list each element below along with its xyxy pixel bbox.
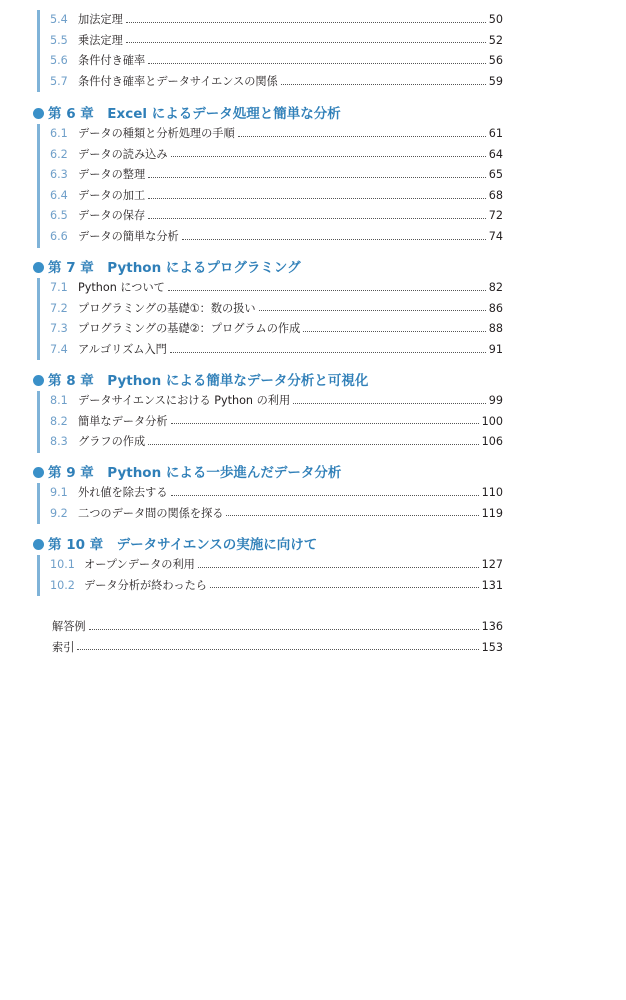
chapter-items — [37, 555, 503, 596]
chapter-10 — [33, 535, 503, 596]
toc-entry-8-2[interactable] — [50, 412, 503, 433]
toc-entry-8-3[interactable] — [50, 432, 503, 453]
section-number: 10.2 — [50, 578, 75, 592]
page-number: 72 — [488, 209, 503, 223]
dot-leader — [168, 290, 486, 291]
toc-entry-5-6[interactable] — [50, 51, 503, 72]
section-title: 乗法定理 — [78, 33, 123, 47]
dot-leader — [281, 84, 486, 85]
toc-entry-9-2[interactable] — [50, 504, 503, 525]
bullet-dot-icon — [33, 467, 44, 478]
bullet-dot-icon — [33, 262, 44, 273]
chapter-heading[interactable] — [33, 104, 503, 124]
section-title: 外れ値を除去する — [78, 486, 168, 499]
chapter-title: 第 8 章 Python による簡単なデータ分析と可視化 — [48, 373, 369, 389]
section-title: 条件付き確率とデータサイエンスの関係 — [78, 74, 278, 88]
dot-leader — [148, 444, 479, 445]
bullet-dot-icon — [33, 108, 44, 119]
appendix-section — [52, 617, 503, 658]
toc-entry-6-6[interactable] — [50, 227, 503, 248]
section-number: 7.2 — [50, 301, 68, 315]
chapter-items — [37, 483, 503, 524]
chapter-heading[interactable] — [33, 258, 503, 278]
toc-entry-8-1[interactable] — [50, 391, 503, 412]
chapter-7 — [33, 258, 503, 360]
section-number: 9.2 — [50, 506, 68, 520]
chapter-title: 第 6 章 Excel によるデータ処理と簡単な分析 — [48, 106, 341, 122]
section-title: 条件付き確率 — [78, 54, 146, 68]
toc-entry-10-2[interactable] — [50, 576, 503, 597]
dot-leader — [126, 22, 486, 23]
section-number: 8.2 — [50, 414, 68, 428]
section-number: 7.4 — [50, 342, 68, 356]
section-number: 5.7 — [50, 74, 68, 88]
toc-entry-index[interactable] — [52, 638, 503, 659]
section-title: プログラミングの基礎②：プログラムの作成 — [78, 322, 301, 336]
bullet-dot-icon — [33, 375, 44, 386]
page-number: 91 — [488, 342, 503, 356]
page-number: 119 — [481, 506, 503, 520]
dot-leader — [89, 629, 479, 630]
section-title: データの読み込み — [78, 147, 168, 161]
page-number: 56 — [488, 54, 503, 68]
dot-leader — [210, 587, 479, 588]
chapter-items — [37, 124, 503, 248]
section-number: 5.5 — [50, 33, 68, 47]
section-title: グラフの作成 — [78, 435, 146, 449]
dot-leader — [303, 331, 485, 332]
toc-entry-7-2[interactable] — [50, 299, 503, 320]
toc-entry-6-3[interactable] — [50, 165, 503, 186]
dot-leader — [170, 352, 486, 353]
chapter-8 — [33, 371, 503, 453]
chapter-6 — [33, 104, 503, 248]
page-number: 106 — [481, 435, 503, 449]
page-number: 59 — [488, 74, 503, 88]
dot-leader — [148, 218, 486, 219]
toc-entry-5-5[interactable] — [50, 31, 503, 52]
page-number: 65 — [488, 168, 503, 182]
chapter-heading[interactable] — [33, 463, 503, 483]
bullet-dot-icon — [33, 539, 44, 550]
chapter-5-continued — [33, 10, 503, 92]
page-number: 64 — [488, 147, 503, 161]
toc-entry-7-4[interactable] — [50, 340, 503, 361]
chapter-items — [37, 391, 503, 453]
chapter-heading[interactable] — [33, 535, 503, 555]
section-number: 5.4 — [50, 13, 68, 26]
toc-entry-6-1[interactable] — [50, 124, 503, 145]
section-title: データの種類と分析処理の手順 — [78, 127, 235, 140]
section-number: 8.3 — [50, 435, 68, 449]
page-number: 136 — [481, 620, 503, 633]
toc-entry-6-4[interactable] — [50, 186, 503, 207]
section-title: オープンデータの利用 — [84, 558, 195, 571]
chapter-title: 第 10 章 データサイエンスの実施に向けて — [48, 537, 318, 553]
dot-leader — [77, 649, 478, 650]
dot-leader — [182, 239, 486, 240]
section-number: 5.6 — [50, 54, 68, 68]
section-number: 6.3 — [50, 168, 68, 182]
toc-entry-9-1[interactable] — [50, 483, 503, 504]
page-number: 61 — [488, 127, 503, 140]
page-number: 86 — [488, 301, 503, 315]
toc-entry-6-2[interactable] — [50, 145, 503, 166]
section-title: アルゴリズム入門 — [78, 342, 167, 356]
page-number: 74 — [488, 229, 503, 243]
section-number: 6.5 — [50, 209, 68, 223]
section-number: 10.1 — [50, 558, 75, 571]
dot-leader — [148, 177, 486, 178]
page-number: 153 — [481, 640, 503, 654]
chapter-items — [37, 278, 503, 360]
page-number: 110 — [481, 486, 503, 499]
toc-entry-5-4[interactable] — [50, 10, 503, 31]
dot-leader — [293, 403, 486, 404]
section-title: 加法定理 — [78, 13, 123, 26]
page-number: 50 — [488, 13, 503, 26]
section-title: 二つのデータ間の関係を探る — [78, 506, 224, 520]
chapter-9 — [33, 463, 503, 524]
toc-entry-10-1[interactable] — [50, 555, 503, 576]
section-number: 7.3 — [50, 322, 68, 336]
dot-leader — [171, 495, 479, 496]
section-title: データ分析が終わったら — [84, 578, 207, 592]
section-title: データの簡単な分析 — [78, 229, 179, 243]
page-number: 68 — [488, 188, 503, 202]
section-number: 9.1 — [50, 486, 68, 499]
chapter-items — [37, 10, 503, 92]
section-number: 8.1 — [50, 394, 68, 407]
dot-leader — [238, 136, 486, 137]
section-title: データの加工 — [78, 188, 146, 202]
dot-leader — [171, 423, 479, 424]
toc-entry-answers[interactable] — [52, 617, 503, 638]
section-title: 索引 — [52, 640, 75, 654]
section-title: 解答例 — [52, 620, 86, 633]
dot-leader — [198, 567, 479, 568]
toc-entry-7-1[interactable] — [50, 278, 503, 299]
section-title: データの整理 — [78, 168, 146, 182]
section-title: データサイエンスにおける Python の利用 — [78, 394, 291, 407]
toc-entry-5-7[interactable] — [50, 72, 503, 93]
section-title: データの保存 — [78, 209, 146, 223]
toc-entry-7-3[interactable] — [50, 319, 503, 340]
page-number: 52 — [488, 33, 503, 47]
section-number: 7.1 — [50, 281, 68, 294]
page-number: 88 — [488, 322, 503, 336]
page-number: 131 — [481, 578, 503, 592]
chapter-heading[interactable] — [33, 371, 503, 391]
page-number: 127 — [481, 558, 503, 571]
dot-leader — [226, 515, 478, 516]
section-number: 6.2 — [50, 147, 68, 161]
chapter-title: 第 9 章 Python による一歩進んだデータ分析 — [48, 465, 342, 481]
toc-entry-6-5[interactable] — [50, 206, 503, 227]
chapter-title: 第 7 章 Python によるプログラミング — [48, 260, 301, 276]
page-number: 99 — [488, 394, 503, 407]
section-title: Python について — [78, 281, 165, 294]
section-title: 簡単なデータ分析 — [78, 414, 168, 428]
page-number: 100 — [481, 414, 503, 428]
section-title: プログラミングの基礎①：数の扱い — [78, 301, 256, 315]
dot-leader — [148, 63, 486, 64]
dot-leader — [259, 310, 486, 311]
section-number: 6.1 — [50, 127, 68, 140]
dot-leader — [171, 156, 486, 157]
dot-leader — [126, 42, 486, 43]
page-number: 82 — [488, 281, 503, 294]
section-number: 6.4 — [50, 188, 68, 202]
dot-leader — [148, 198, 486, 199]
section-number: 6.6 — [50, 229, 68, 243]
